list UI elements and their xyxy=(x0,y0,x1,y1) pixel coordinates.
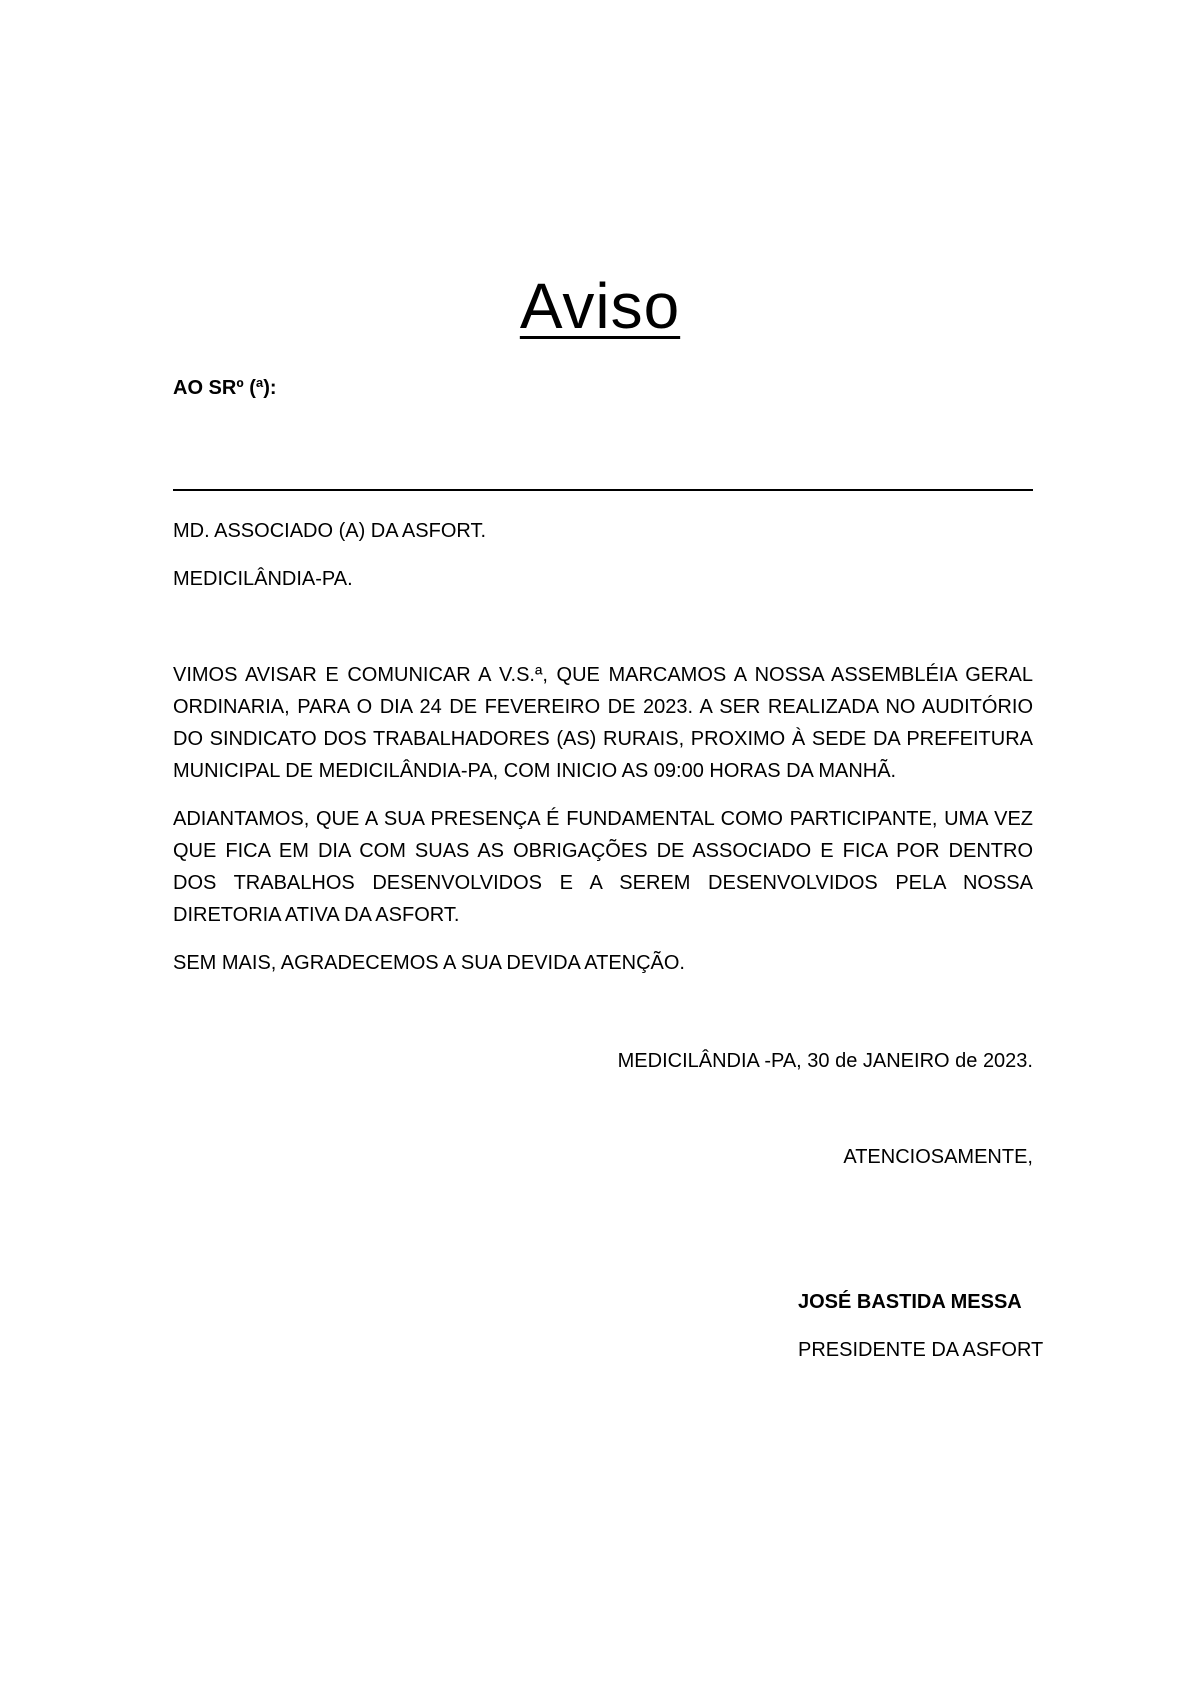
addressee-line-1: MD. ASSOCIADO (A) DA ASFORT. xyxy=(173,520,487,542)
addressee-line-2: MEDICILÂNDIA-PA. xyxy=(173,568,353,590)
document-title: Aviso xyxy=(519,270,681,342)
body-paragraphs xyxy=(173,659,1033,979)
signer-title: PRESIDENTE DA ASFORT xyxy=(798,1339,1044,1361)
closing-salutation: ATENCIOSAMENTE, xyxy=(843,1146,1033,1168)
recipient-label: AO SRº (ª): xyxy=(173,377,277,399)
paragraph-2: ADIANTAMOS, QUE A SUA PRESENÇA É FUNDAMENTAL COMO PARTICIPANTE, UMA VEZ QUE FICA EM DIA COM SUAS AS OBRIGAÇÕES DE ASSOCIADO E FICA POR DENTRO DOS TRABALHOS DESENVOLVIDOS E A SEREM DESENVOLVIDOS PELA NOSSA DIRETORIA ATIVA DA ASFORT. xyxy=(173,808,1033,926)
paragraph-3: SEM MAIS, AGRADECEMOS A SUA DEVIDA ATENÇÃO. xyxy=(173,952,685,974)
recipient-fill-line xyxy=(173,489,1033,491)
place-and-date: MEDICILÂNDIA -PA, 30 de JANEIRO de 2023. xyxy=(617,1050,1033,1072)
paragraph-1: VIMOS AVISAR E COMUNICAR A V.S.ª, QUE MARCAMOS A NOSSA ASSEMBLÉIA GERAL ORDINARIA, PARA O DIA 24 DE FEVEREIRO DE 2023. A SER REALIZADA NO AUDITÓRIO DO SINDICATO DOS TRABALHADORES (AS) RURAIS, PROXIMO À SEDE DA PREFEITURA MUNICIPAL DE MEDICILÂNDIA-PA, COM INICIO AS 09:00 HORAS DA MANHÃ. xyxy=(173,664,1033,782)
signer-name: JOSÉ BASTIDA MESSA xyxy=(798,1291,1022,1313)
